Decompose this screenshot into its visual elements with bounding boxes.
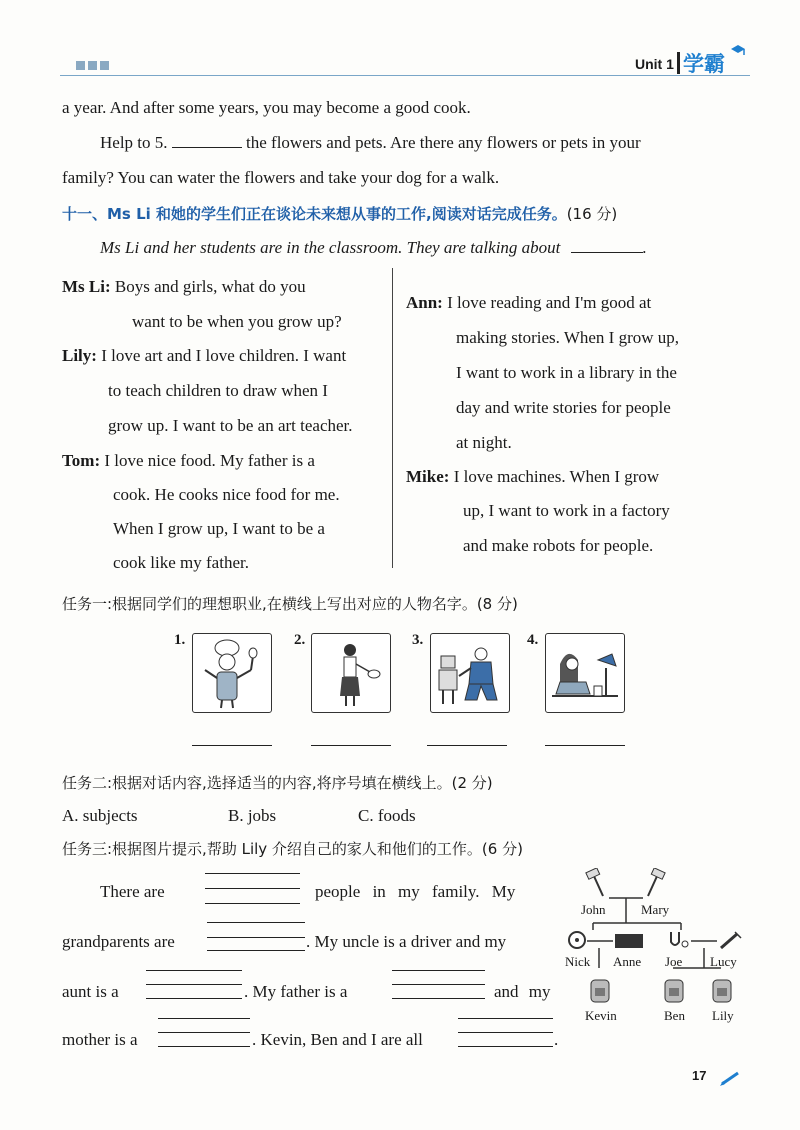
task3-text-1a: There are bbox=[100, 882, 165, 901]
intro-end: . bbox=[642, 238, 647, 257]
stethoscope-icon-joe bbox=[671, 932, 688, 947]
dialog-divider bbox=[392, 268, 393, 568]
task3-guide-3c bbox=[392, 970, 485, 971]
task3-text-2a: grandparents are bbox=[62, 932, 175, 951]
tree-name-nick: Nick bbox=[565, 954, 591, 969]
task-2-title: 任务二:根据对话内容,选择适当的内容,将序号填在横线上。(2 分) bbox=[62, 774, 493, 792]
task3-guide-3a bbox=[146, 970, 242, 971]
passage-line-3: family? You can water the flowers and take your dog for a walk. bbox=[62, 168, 500, 187]
writer-picture bbox=[545, 633, 625, 713]
dialog-msli-1 bbox=[62, 277, 306, 297]
answer-line-3[interactable] bbox=[427, 745, 507, 746]
answer-line-2[interactable] bbox=[311, 745, 391, 746]
tree-name-anne: Anne bbox=[613, 954, 642, 969]
page-number: 17 bbox=[692, 1068, 707, 1083]
task3-guide-4c bbox=[458, 1018, 553, 1019]
dialog-mike-1 bbox=[406, 467, 659, 487]
tree-name-lily: Lily bbox=[712, 1008, 734, 1023]
answer-line-1[interactable] bbox=[192, 745, 272, 746]
speaker-mike: Mike: bbox=[406, 467, 450, 486]
tree-name-lucy: Lucy bbox=[710, 954, 737, 969]
passage-line-2-post: the flowers and pets. Are there any flowers or pets in your bbox=[246, 133, 641, 152]
art-teacher-icon bbox=[312, 634, 390, 712]
tree-name-kevin: Kevin bbox=[585, 1008, 617, 1023]
task3-guide-2b bbox=[207, 937, 305, 938]
lily-line-2: to teach children to draw when I bbox=[108, 381, 328, 400]
task3-guide-4d bbox=[458, 1032, 553, 1033]
robot-engineer-icon bbox=[431, 634, 509, 712]
task3-text-3b: . My father is a bbox=[244, 982, 348, 1001]
task3-blank-5[interactable] bbox=[158, 1046, 250, 1047]
section-11-score: (16 分) bbox=[566, 205, 618, 223]
chef-icon bbox=[193, 634, 271, 712]
hammer-icon-john bbox=[586, 868, 603, 896]
tom-line-1: I love nice food. My father is a bbox=[104, 451, 315, 470]
intro-blank[interactable] bbox=[571, 251, 643, 253]
msli-line-1: Boys and girls, what do you bbox=[114, 277, 306, 296]
task3-blank-4[interactable] bbox=[392, 998, 485, 999]
dialog-ann-1 bbox=[406, 293, 651, 313]
speaker-ann: Ann: bbox=[406, 293, 443, 312]
task3-blank-3[interactable] bbox=[146, 998, 242, 999]
ann-line-4: day and write stories for people bbox=[456, 398, 671, 417]
task3-guide-3b bbox=[146, 984, 242, 985]
passage-line-2 bbox=[100, 133, 641, 153]
option-b: B. jobs bbox=[228, 806, 277, 825]
task3-blank-2[interactable] bbox=[207, 950, 305, 951]
task3-guide-4a bbox=[158, 1018, 250, 1019]
task3-blank-6[interactable] bbox=[458, 1046, 553, 1047]
pencil-icon bbox=[720, 1070, 742, 1086]
task3-text-2b: . My uncle is a driver and my bbox=[306, 932, 507, 951]
task3-text-4a: mother is a bbox=[62, 1030, 138, 1049]
speaker-ms-li: Ms Li: bbox=[62, 277, 111, 296]
passage-line-2-pre: Help to 5. bbox=[100, 133, 168, 152]
picture-number-1: 1. bbox=[174, 632, 186, 648]
mike-line-2: up, I want to work in a factory bbox=[463, 501, 670, 520]
tree-name-ben: Ben bbox=[664, 1008, 685, 1023]
tree-name-john: John bbox=[581, 902, 606, 917]
mike-line-1: I love machines. When I grow bbox=[453, 467, 660, 486]
logo-divider bbox=[677, 52, 680, 74]
hammer-icon-mary bbox=[648, 868, 665, 896]
tree-name-mary: Mary bbox=[641, 902, 670, 917]
task3-guide-3d bbox=[392, 984, 485, 985]
steering-wheel-icon-nick bbox=[569, 932, 585, 948]
graduation-cap-icon bbox=[730, 44, 746, 58]
task3-blank-1[interactable] bbox=[205, 903, 300, 904]
syringe-icon-lucy bbox=[721, 932, 741, 948]
picture-number-3: 3. bbox=[412, 632, 424, 648]
header-square-2 bbox=[88, 61, 97, 70]
task3-text-4c: . bbox=[554, 1030, 559, 1049]
art-teacher-picture bbox=[311, 633, 391, 713]
task3-guide-1a bbox=[205, 873, 300, 874]
msli-line-2: want to be when you grow up? bbox=[132, 312, 342, 331]
lily-line-1: I love art and I love children. I want bbox=[101, 346, 347, 365]
task3-text-1b: people in my family. My bbox=[315, 882, 516, 901]
ann-line-5: at night. bbox=[456, 433, 512, 452]
task3-guide-4b bbox=[158, 1032, 250, 1033]
speaker-tom: Tom: bbox=[62, 451, 101, 470]
picture-number-4: 4. bbox=[527, 632, 539, 648]
task3-text-3c: and my bbox=[494, 982, 551, 1001]
unit-label: Unit 1 bbox=[635, 56, 674, 72]
tom-line-4: cook like my father. bbox=[113, 553, 249, 572]
tom-line-3: When I grow up, I want to be a bbox=[113, 519, 325, 538]
ann-line-3: I want to work in a library in the bbox=[456, 363, 677, 382]
schoolbag-icon-lily bbox=[713, 980, 731, 1002]
section-11-title-text: 十一、Ms Li 和她的学生们正在谈论未来想从事的工作,阅读对话完成任务。 bbox=[62, 205, 567, 223]
header-rule bbox=[60, 75, 750, 76]
task3-text-4b: . Kevin, Ben and I are all bbox=[252, 1030, 423, 1049]
task3-guide-2a bbox=[207, 922, 305, 923]
schoolbag-icon-ben bbox=[665, 980, 683, 1002]
writer-icon bbox=[546, 634, 624, 712]
task3-text-3a: aunt is a bbox=[62, 982, 119, 1001]
mike-line-3: and make robots for people. bbox=[463, 536, 654, 555]
task-1-title: 任务一:根据同学们的理想职业,在横线上写出对应的人物名字。(8 分) bbox=[62, 595, 518, 613]
tree-name-joe: Joe bbox=[665, 954, 683, 969]
ann-line-2: making stories. When I grow up, bbox=[456, 328, 680, 347]
family-tree-lines bbox=[563, 868, 753, 1028]
speaker-lily: Lily: bbox=[62, 346, 97, 365]
header-square-3 bbox=[100, 61, 109, 70]
header-square-1 bbox=[76, 61, 85, 70]
tom-line-2: cook. He cooks nice food for me. bbox=[113, 485, 340, 504]
dialog-tom-1 bbox=[62, 451, 315, 471]
robot-engineer-picture bbox=[430, 633, 510, 713]
answer-blank-5[interactable] bbox=[172, 146, 242, 148]
passage-line-1: a year. And after some years, you may become a good cook. bbox=[62, 98, 471, 117]
task3-guide-1b bbox=[205, 888, 300, 889]
option-c: C. foods bbox=[358, 806, 416, 825]
task-3-title: 任务三:根据图片提示,帮助 Lily 介绍自己的家人和他们的工作。(6 分) bbox=[62, 840, 523, 858]
section-11-title bbox=[62, 203, 617, 224]
picture-number-2: 2. bbox=[294, 632, 306, 648]
intro-text: Ms Li and her students are in the classroom. They are talking about bbox=[100, 238, 561, 257]
brand-logo: 学霸 bbox=[683, 52, 725, 76]
chef-picture bbox=[192, 633, 272, 713]
section-11-intro bbox=[100, 238, 647, 258]
dialog-lily-1 bbox=[62, 346, 346, 366]
ann-line-1: I love reading and I'm good at bbox=[447, 293, 652, 312]
family-tree bbox=[563, 868, 753, 1028]
answer-line-4[interactable] bbox=[545, 745, 625, 746]
option-a: A. subjects bbox=[62, 806, 138, 825]
blackboard-icon-anne bbox=[615, 934, 643, 948]
schoolbag-icon-kevin bbox=[591, 980, 609, 1002]
lily-line-3: grow up. I want to be an art teacher. bbox=[108, 416, 353, 435]
